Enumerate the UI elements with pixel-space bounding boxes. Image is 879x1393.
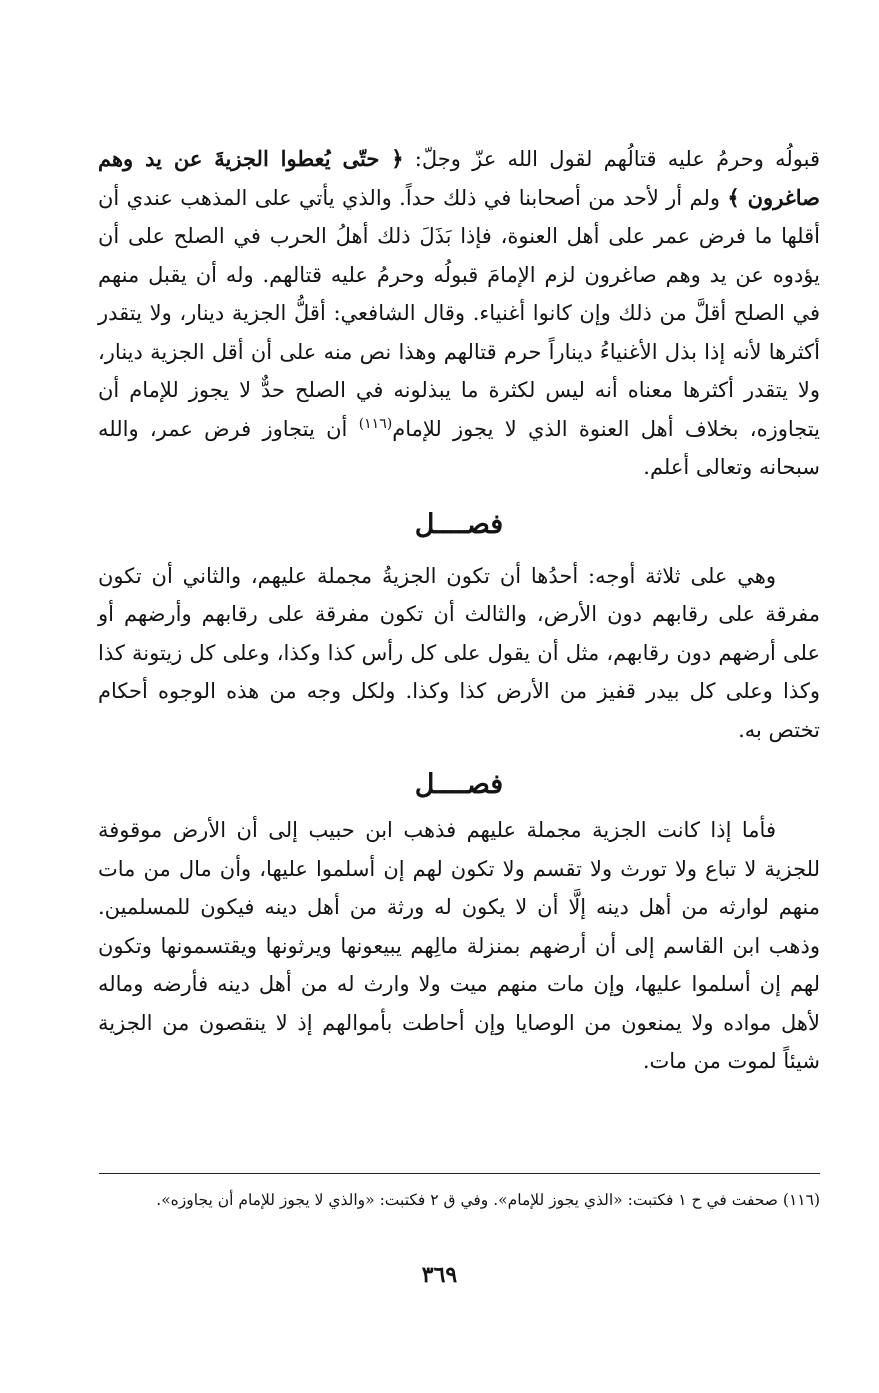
main-text [98, 140, 820, 1081]
paragraph-3: فأما إذا كانت الجزية مجملة عليهم فذهب ابن حبيب إلى أن الأرض موقوفة للجزية لا تباع ولا تورث ولا تقسم ولا تكون لهم إن أسلموا عليها، وأن مال من مات منهم لوارثه من أهل دينه إلَّا أن لا يكون له ورثة من أهل دينه فيكون للمسلمين. وذهب ابن القاسم إلى أن أرضهم بمنزلة مالِهم يبيعونها ويرثونها ويقتسمونها وتكون لهم إن أسلموا عليها، وإن مات منهم ميت ولا وارث له من أهل دينه فأرضه وماله لأهل مواده ولا يمنعون من الوصايا وإن أحاطت بأموالهم إذ لا ينقصون من الجزية شيئاً لموت من مات. [98, 818, 820, 1073]
paragraph-1-body: ولم أر لأحد من أصحابنا في ذلك حداً. والذي يأتي على المذهب عندي أن أقلها ما فرض عمر على أهل العنوة، فإذا بَذَلَ ذلك أهلُ الحرب في الصلح على أن يؤدوه عن يد وهم صاغرون لزم الإمامَ قبولُه وحرمُ عليه قتالهم. وله أن يقبل منهم في الصلح أقلَّ من ذلك وإن كانوا أغنياء. وقال الشافعي: أقلُّ الجزية دينار، ولا يتقدر أكثرها لأنه إذا بذل الأغنياءُ ديناراً حرم قتالهم وهذا نص منه على أن أقل الجزية دينار، ولا يتقدر أكثرها معناه أنه ليس لكثرة ما يبذلونه في الصلح حدٌّ لا يجوز للإمام أن يتجاوزه، بخلاف أهل العنوة الذي لا يجوز للإمام [98, 185, 820, 441]
section-heading-2: فصــــل [414, 769, 504, 800]
section-heading-1: فصــــل [414, 508, 504, 540]
quran-verse: ﴿ حتّى يُعطوا الجزيةَ عن يد وهم صاغرون ﴾ [98, 146, 820, 210]
footnote-reference[interactable]: (١١٦) [358, 415, 393, 432]
footnote-divider [99, 1173, 820, 1174]
paragraph-1-closing: أن يتجاوز فرض عمر، والله سبحانه وتعالى أعلم. [98, 416, 820, 479]
page-number: ٣٦٩ [421, 1262, 458, 1288]
paragraph-2: وهي على ثلاثة أوجه: أحدُها أن تكون الجزيةُ مجملة عليهم، والثاني أن تكون مفرقة على رقابهم دون الأرض، والثالث أن تكون مفرقة على رقابهم وأرضهم أو على أرضهم دون رقابهم، مثل أن يقول على كل رأس كذا وكذا، وعلى كل زيتونة كذا وكذا وعلى كل بيدر قفيز من الأرض كذا وكذا. ولكل وجه من هذه الوجوه أحكام تختص به. [98, 563, 820, 742]
footnote-text: (١١٦) صحفت في ح ١ فكتبت: «الذي يجوز للإمام». وفي ق ٢ فكتبت: «والذي لا يجوز للإمام أن يجاوزه». [156, 1191, 820, 1209]
paragraph-1-opening: قبولُه وحرمُ عليه قتالُهم لقول الله عزّ وجلّ: [414, 147, 820, 171]
paragraph-1 [98, 140, 820, 487]
